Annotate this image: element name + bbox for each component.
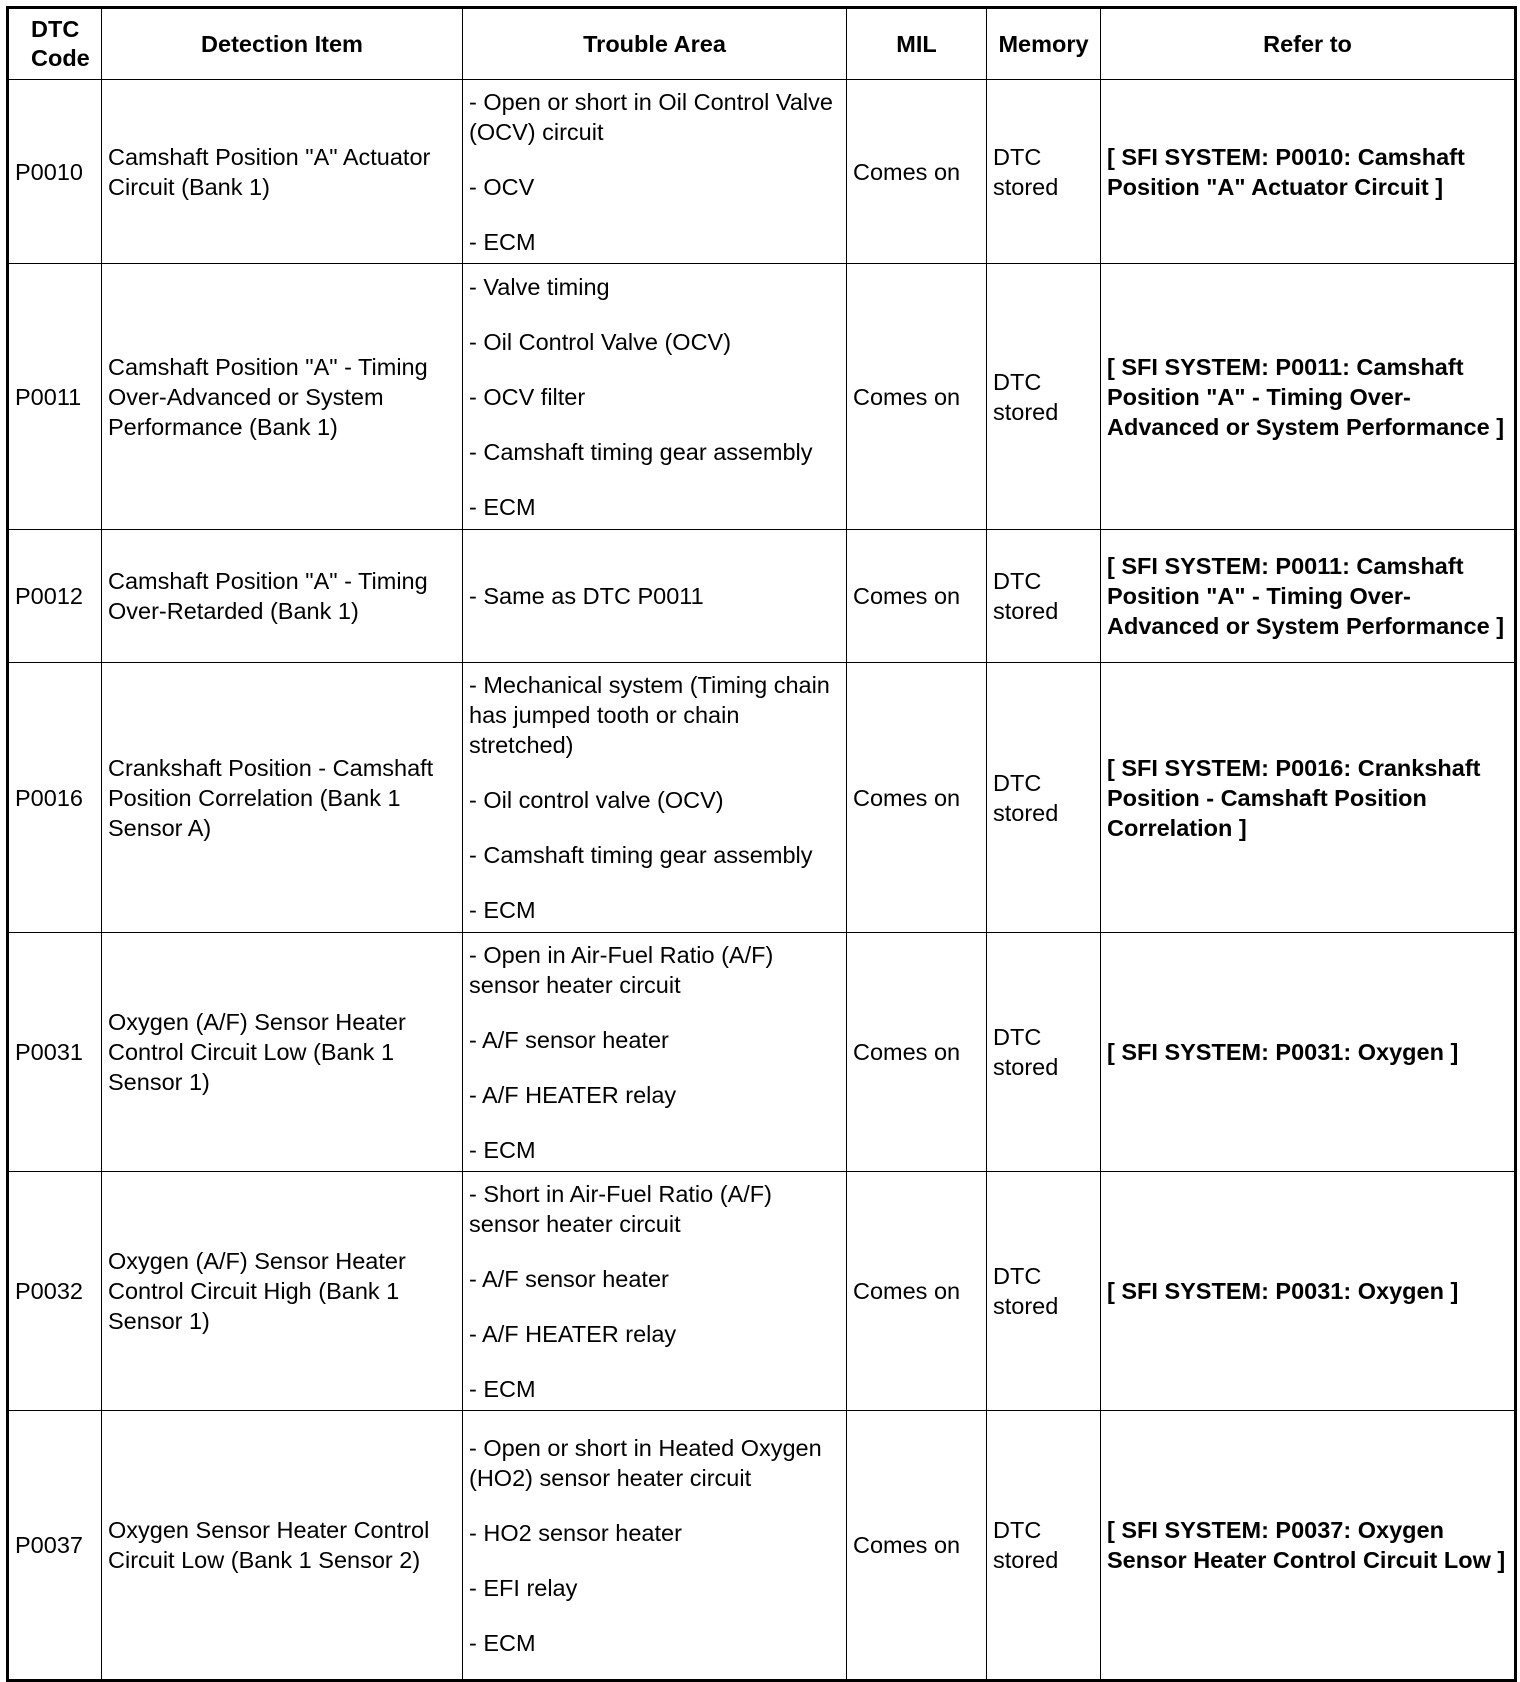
trouble-area-item: - ECM — [469, 1375, 536, 1402]
mil-status: Comes on — [847, 80, 987, 264]
dtc-code: P0016 — [8, 663, 102, 933]
trouble-area-item: - Same as DTC P0011 — [469, 583, 704, 609]
dtc-code: P0012 — [8, 530, 102, 663]
detection-item: Camshaft Position "A" - Timing Over-Retarded (Bank 1) — [102, 530, 463, 663]
trouble-area-item: - OCV — [469, 173, 535, 200]
trouble-area-item: - ECM — [469, 1136, 536, 1163]
table-row — [8, 1172, 1516, 1411]
header-row — [8, 8, 1516, 80]
dtc-code: P0011 — [8, 264, 102, 530]
memory-status: DTC stored — [987, 1411, 1101, 1681]
mil-status: Comes on — [847, 663, 987, 933]
trouble-area — [463, 933, 847, 1172]
detection-item: Camshaft Position "A" Actuator Circuit (Bank 1) — [102, 80, 463, 264]
trouble-area-item: - Camshaft timing gear assembly — [469, 842, 813, 868]
trouble-area-item: - EFI relay — [469, 1574, 578, 1601]
trouble-area-item: - OCV filter — [469, 383, 586, 410]
header-dtc-code: DTC Code — [8, 8, 102, 80]
header-mil: MIL — [847, 8, 987, 80]
trouble-area-item: - ECM — [469, 897, 536, 923]
header-memory: Memory — [987, 8, 1101, 80]
mil-status: Comes on — [847, 1172, 987, 1411]
table-row — [8, 933, 1516, 1172]
dtc-code: P0010 — [8, 80, 102, 264]
refer-to-link[interactable]: [ SFI SYSTEM: P0037: Oxygen Sensor Heater Control Circuit Low ] — [1101, 1411, 1516, 1681]
mil-status: Comes on — [847, 264, 987, 530]
memory-status: DTC stored — [987, 1172, 1101, 1411]
trouble-area — [463, 264, 847, 530]
trouble-area — [463, 80, 847, 264]
refer-to-link[interactable]: [ SFI SYSTEM: P0010: Camshaft Position "A" Actuator Circuit ] — [1101, 80, 1516, 264]
memory-status: DTC stored — [987, 933, 1101, 1172]
detection-item: Camshaft Position "A" - Timing Over-Advanced or System Performance (Bank 1) — [102, 264, 463, 530]
dtc-code: P0032 — [8, 1172, 102, 1411]
trouble-area-item: - A/F sensor heater — [469, 1265, 669, 1292]
header-refer-to: Refer to — [1101, 8, 1516, 80]
dtc-table-body — [8, 80, 1516, 1681]
trouble-area-item: - Oil control valve (OCV) — [469, 787, 724, 813]
mil-status: Comes on — [847, 933, 987, 1172]
trouble-area-item: - Short in Air-Fuel Ratio (A/F) sensor heater circuit — [469, 1180, 772, 1237]
table-row — [8, 80, 1516, 264]
refer-to-link[interactable]: [ SFI SYSTEM: P0011: Camshaft Position "A" - Timing Over-Advanced or System Performance ] — [1101, 264, 1516, 530]
memory-status: DTC stored — [987, 80, 1101, 264]
trouble-area-item: - A/F HEATER relay — [469, 1081, 677, 1108]
trouble-area-item: - Valve timing — [469, 273, 610, 300]
trouble-area-item: - Open or short in Heated Oxygen (HO2) sensor heater circuit — [469, 1434, 822, 1491]
refer-to-link[interactable]: [ SFI SYSTEM: P0031: Oxygen ] — [1101, 1172, 1516, 1411]
detection-item: Oxygen (A/F) Sensor Heater Control Circuit High (Bank 1 Sensor 1) — [102, 1172, 463, 1411]
trouble-area-item: - Camshaft timing gear assembly — [469, 438, 813, 465]
trouble-area-item: - HO2 sensor heater — [469, 1519, 682, 1546]
trouble-area-item: - A/F HEATER relay — [469, 1320, 677, 1347]
detection-item: Oxygen (A/F) Sensor Heater Control Circuit Low (Bank 1 Sensor 1) — [102, 933, 463, 1172]
trouble-area-item: - ECM — [469, 493, 536, 520]
dtc-table — [6, 6, 1517, 1682]
refer-to-link[interactable]: [ SFI SYSTEM: P0011: Camshaft Position "A" - Timing Over-Advanced or System Performance ] — [1101, 530, 1516, 663]
header-detection-item: Detection Item — [102, 8, 463, 80]
table-row — [8, 264, 1516, 530]
trouble-area-item: - Open or short in Oil Control Valve (OCV) circuit — [469, 88, 833, 145]
refer-to-link[interactable]: [ SFI SYSTEM: P0016: Crankshaft Position - Camshaft Position Correlation ] — [1101, 663, 1516, 933]
refer-to-link[interactable]: [ SFI SYSTEM: P0031: Oxygen ] — [1101, 933, 1516, 1172]
detection-item: Oxygen Sensor Heater Control Circuit Low (Bank 1 Sensor 2) — [102, 1411, 463, 1681]
trouble-area-item: - Oil Control Valve (OCV) — [469, 328, 732, 355]
detection-item: Crankshaft Position - Camshaft Position Correlation (Bank 1 Sensor A) — [102, 663, 463, 933]
memory-status: DTC stored — [987, 264, 1101, 530]
dtc-code: P0031 — [8, 933, 102, 1172]
mil-status: Comes on — [847, 1411, 987, 1681]
table-row — [8, 663, 1516, 933]
trouble-area — [463, 1172, 847, 1411]
trouble-area-item: - A/F sensor heater — [469, 1026, 669, 1053]
dtc-code: P0037 — [8, 1411, 102, 1681]
trouble-area-item: - Mechanical system (Timing chain has jumped tooth or chain stretched) — [469, 672, 830, 758]
trouble-area-item: - ECM — [469, 228, 536, 255]
table-row — [8, 1411, 1516, 1681]
table-row — [8, 530, 1516, 663]
memory-status: DTC stored — [987, 530, 1101, 663]
trouble-area-item: - ECM — [469, 1629, 536, 1656]
trouble-area — [463, 530, 847, 663]
mil-status: Comes on — [847, 530, 987, 663]
header-trouble-area: Trouble Area — [463, 8, 847, 80]
trouble-area — [463, 663, 847, 933]
trouble-area — [463, 1411, 847, 1681]
memory-status: DTC stored — [987, 663, 1101, 933]
trouble-area-item: - Open in Air-Fuel Ratio (A/F) sensor heater circuit — [469, 941, 774, 998]
